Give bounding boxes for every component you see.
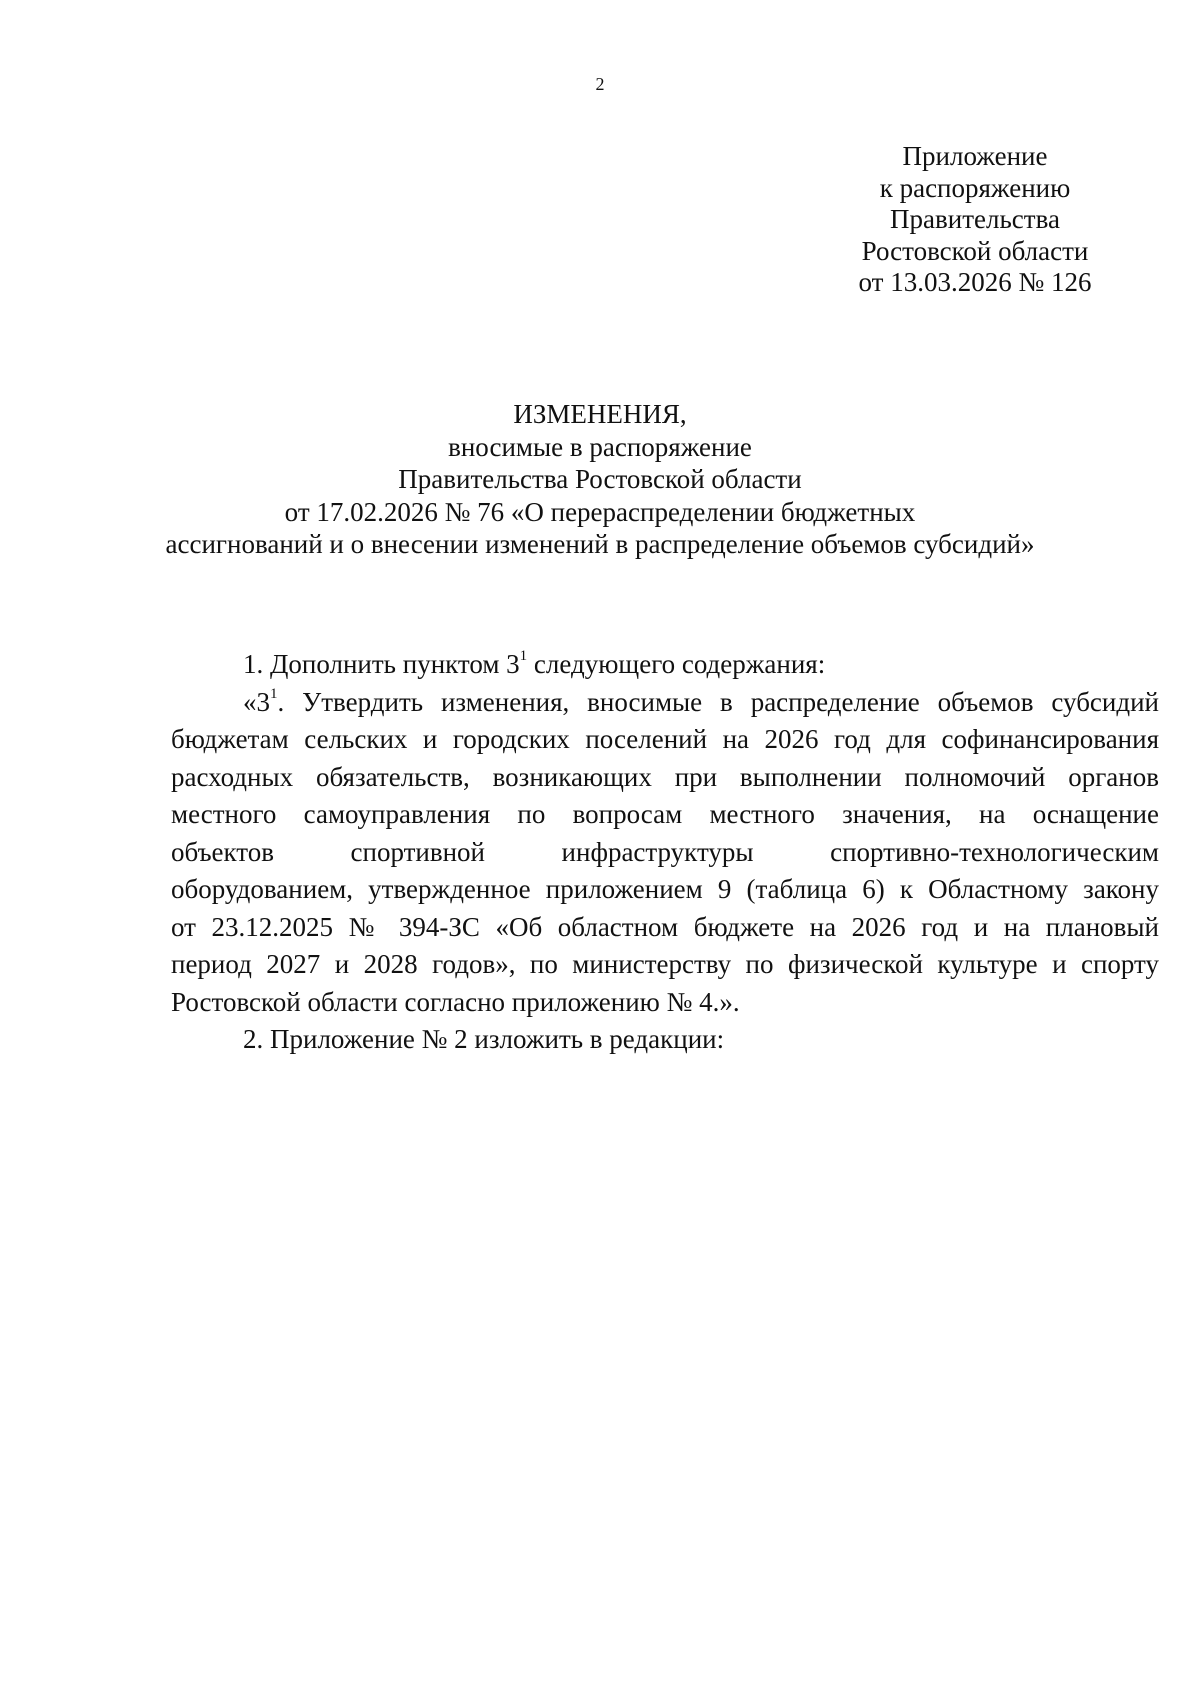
title-line: Правительства Ростовской области — [398, 464, 802, 494]
quote-line-last: Ростовской области согласно приложению № 4.». — [171, 986, 740, 1017]
quote-line: объектов спортивной инфраструктуры спортивно-технологическим — [171, 836, 1159, 867]
title-line: ассигнований и о внесении изменений в распределение объемов субсидий» — [165, 529, 1035, 559]
quote-line: расходных обязательств, возникающих при выполнении полномочий органов — [171, 761, 1159, 792]
document-body — [171, 646, 1159, 1059]
appendix-title: Приложение — [902, 141, 1048, 171]
quote-lead: «3 — [243, 686, 270, 717]
quote-line — [171, 684, 1159, 722]
item-1 — [171, 646, 1159, 684]
title-line: вносимые в распоряжение — [448, 431, 752, 462]
quote-line: от 23.12.2025 № 394-ЗС «Об областном бюджете на 2026 год и на плановый — [171, 911, 1159, 942]
appendix-to-order: к распоряжению — [879, 172, 1071, 203]
quote-line: оборудованием, утвержденное приложением 9 (таблица 6) к Областному закону — [171, 874, 1159, 904]
title-heading: ИЗМЕНЕНИЯ, — [513, 399, 687, 429]
quote-line: период 2027 и 2028 годов», по министерству по физической культуре и спорту — [171, 949, 1159, 979]
document-title — [0, 398, 1200, 561]
appendix-government: Правительства — [890, 204, 1060, 234]
quote-superscript: 1 — [270, 685, 278, 702]
appendix-date-number: от 13.03.2026 № 126 — [858, 267, 1092, 297]
item-1-superscript: 1 — [519, 648, 528, 664]
quote-line: местного самоуправления по вопросам местного значения, на оснащение — [171, 799, 1159, 829]
quote-line-text: . Утвердить изменения, вносимые в распределение объемов субсидий — [277, 686, 1159, 717]
quote-line: бюджетам сельских и городских поселений на 2026 год для софинансирования — [171, 724, 1159, 754]
item-2: 2. Приложение № 2 изложить в редакции: — [243, 1024, 725, 1054]
item-1-prefix: 1. Дополнить пунктом 3 — [243, 649, 520, 679]
page-number: 2 — [595, 74, 605, 94]
item-1-suffix: следующего содержания: — [527, 649, 826, 679]
appendix-header — [830, 141, 1120, 299]
appendix-region: Ростовской области — [861, 235, 1089, 266]
title-line: от 17.02.2026 № 76 «О перераспределении бюджетных — [284, 496, 916, 527]
